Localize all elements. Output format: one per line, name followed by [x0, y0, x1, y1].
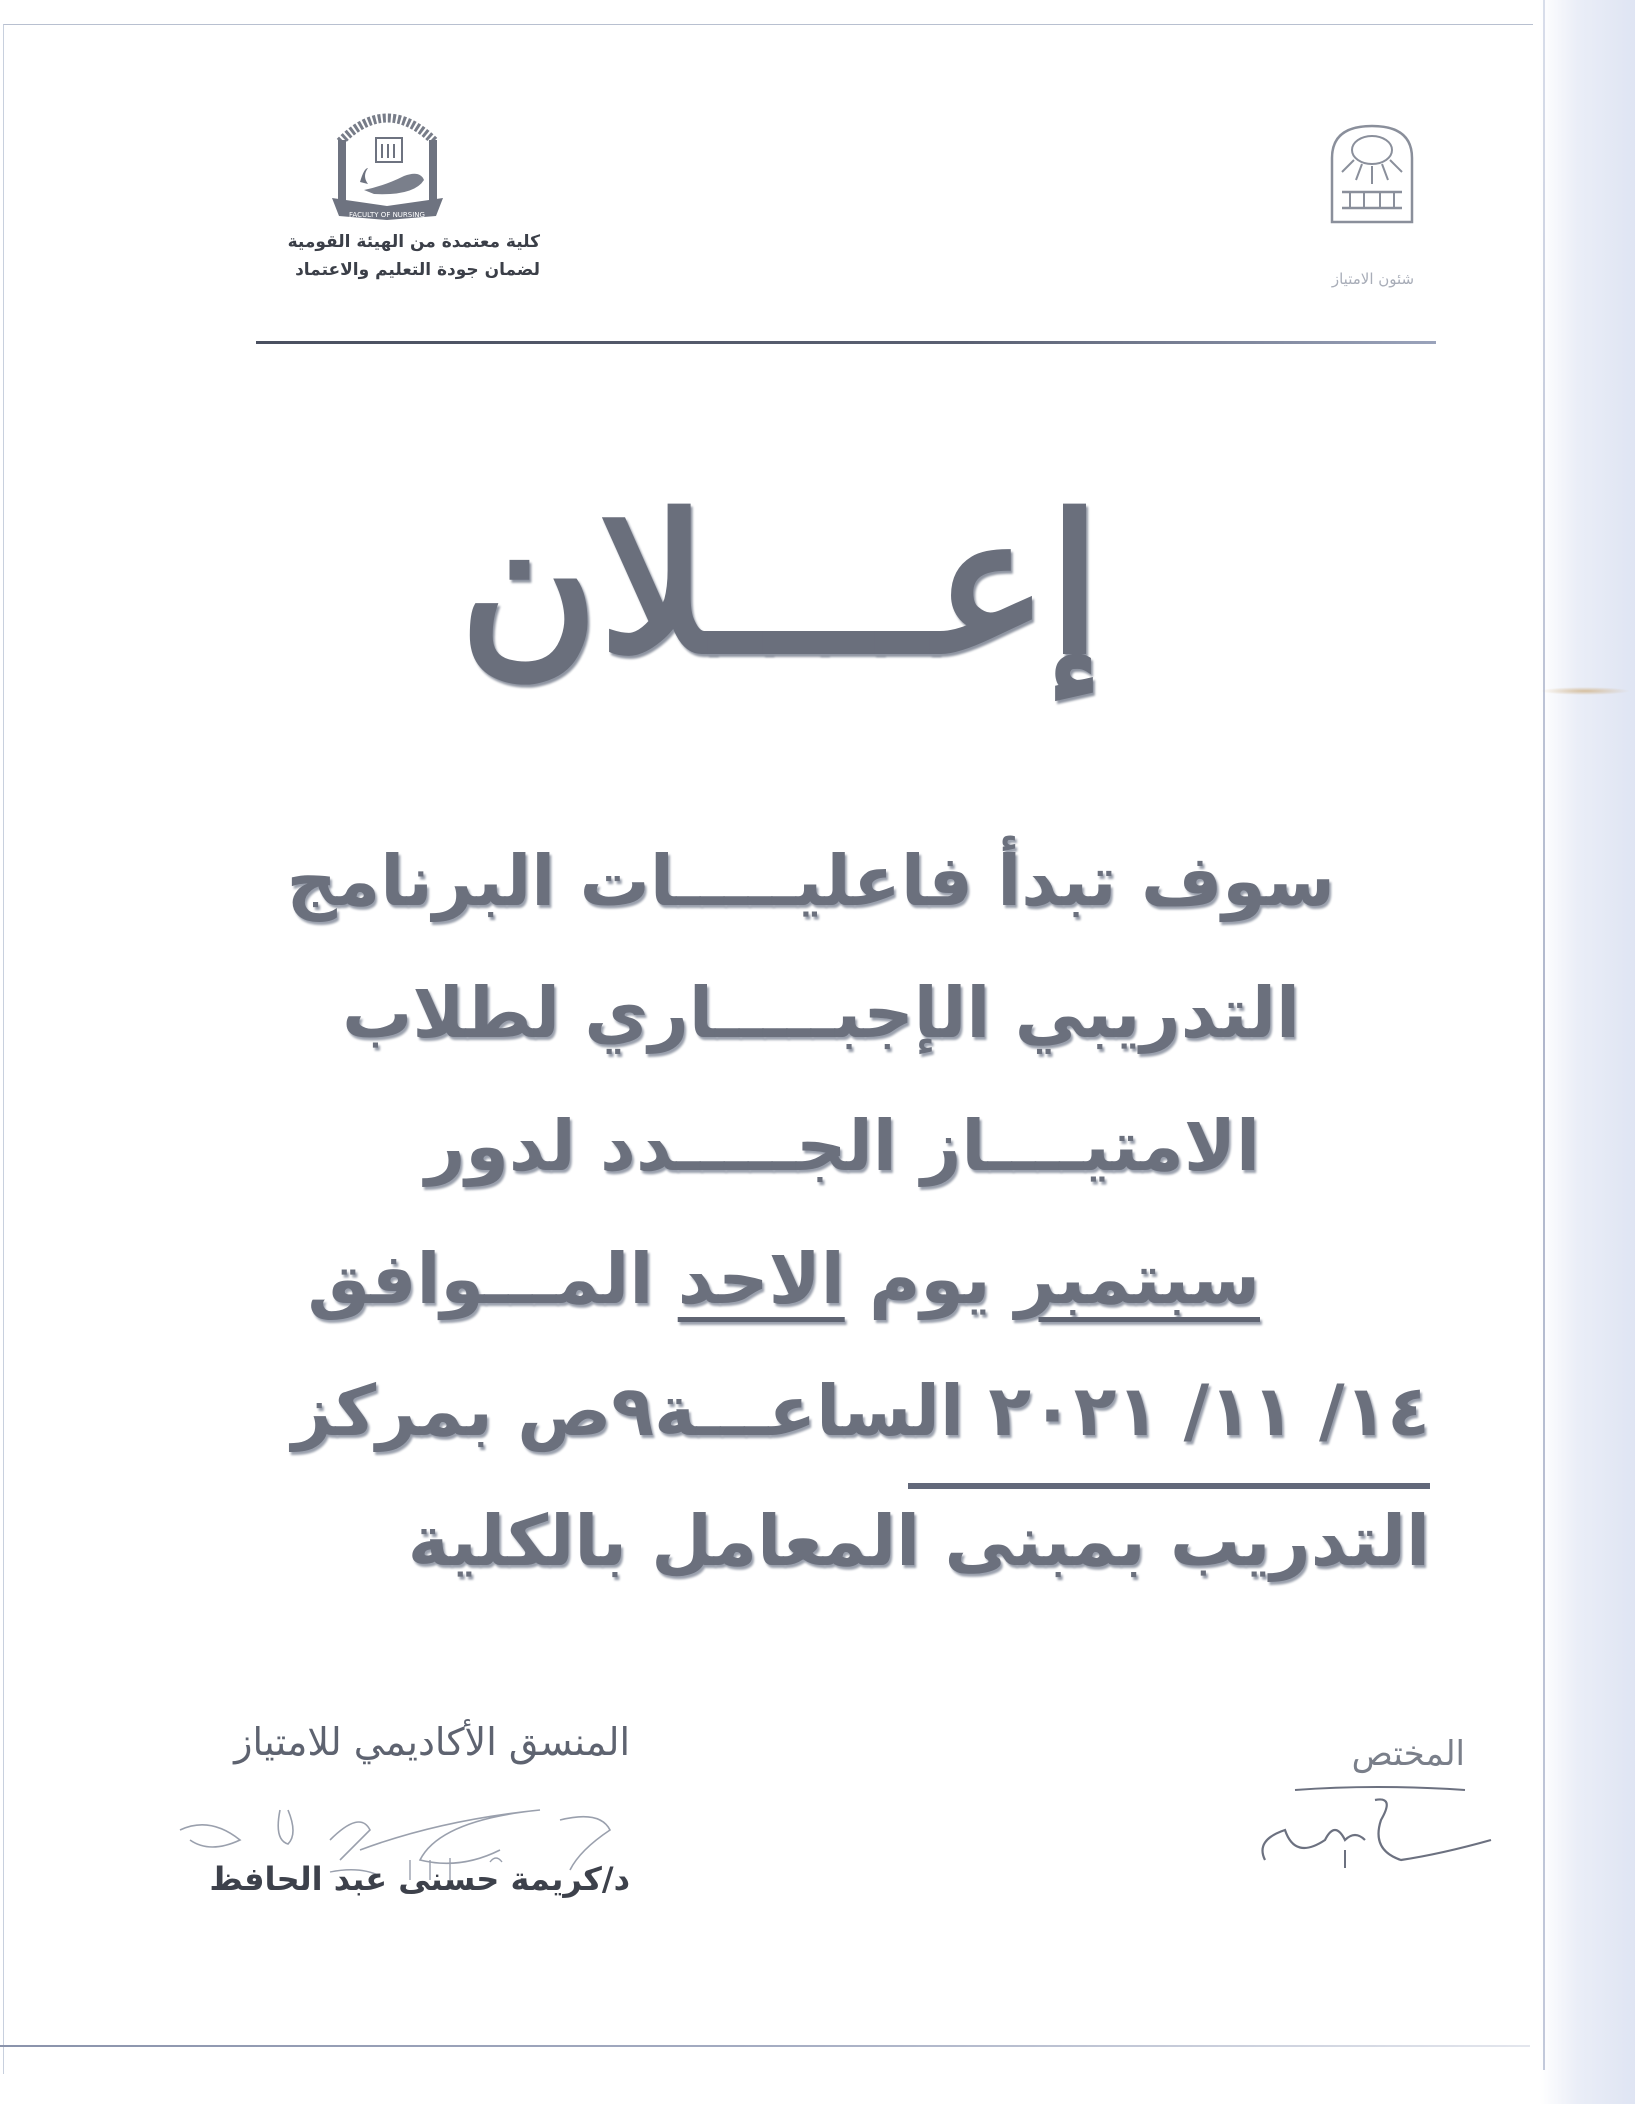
announcement-line-5	[292, 1370, 1430, 1452]
svg-text:FACULTY OF NURSING: FACULTY OF NURSING	[349, 211, 425, 219]
accreditation-line-1: كلية معتمدة من الهيئة القومية	[287, 232, 540, 252]
announcement-line-4	[308, 1238, 1260, 1320]
announcement-line-1: سوف تبدأ فاعليـــــات البرنامج	[286, 840, 1335, 922]
announcement-line-3: الامتيــــاز الجـــــدد لدور	[425, 1105, 1260, 1187]
coordinator-signature-block	[160, 1720, 630, 1910]
scan-stain	[1540, 687, 1630, 695]
corresponding-word: المـــوافق	[307, 1238, 654, 1320]
coordinator-name: د/كريمة حسنى عبد الحافظ	[209, 1860, 630, 1898]
faculty-accreditation-text	[270, 228, 540, 284]
specialist-handwritten-signature-icon	[1225, 1780, 1515, 1890]
announcement-line-2: التدريبي الإجبـــــاري لطلاب	[342, 972, 1300, 1054]
header-divider	[256, 341, 1436, 344]
specialist-signature-block	[1225, 1720, 1515, 1890]
event-time-location: الساعـــة٩ص بمركز	[291, 1370, 964, 1452]
specialist-title: المختص	[1351, 1734, 1465, 1774]
announcement-line-6: التدريب بمبنى المعامل بالكلية	[407, 1500, 1430, 1582]
day-word: يوم	[869, 1238, 991, 1320]
event-date: ١٤/ ١١/ ٢٠٢١	[988, 1370, 1430, 1452]
coordinator-title: المنسق الأكاديمي للامتياز	[234, 1720, 630, 1764]
bottom-rule	[0, 2045, 1530, 2047]
day-sunday: الاحد	[677, 1238, 845, 1320]
announcement-title: إعــــلان	[459, 473, 1101, 696]
date-underline	[908, 1483, 1430, 1489]
letterhead	[0, 0, 1635, 350]
assiut-university-logo-icon	[1328, 122, 1416, 224]
month-september: سبتمبر	[1014, 1238, 1260, 1320]
faculty-of-nursing-logo-icon	[330, 102, 445, 220]
accreditation-line-2: لضمان جودة التعليم والاعتماد	[295, 260, 540, 280]
department-name: شئون الامتياز	[1331, 270, 1415, 288]
